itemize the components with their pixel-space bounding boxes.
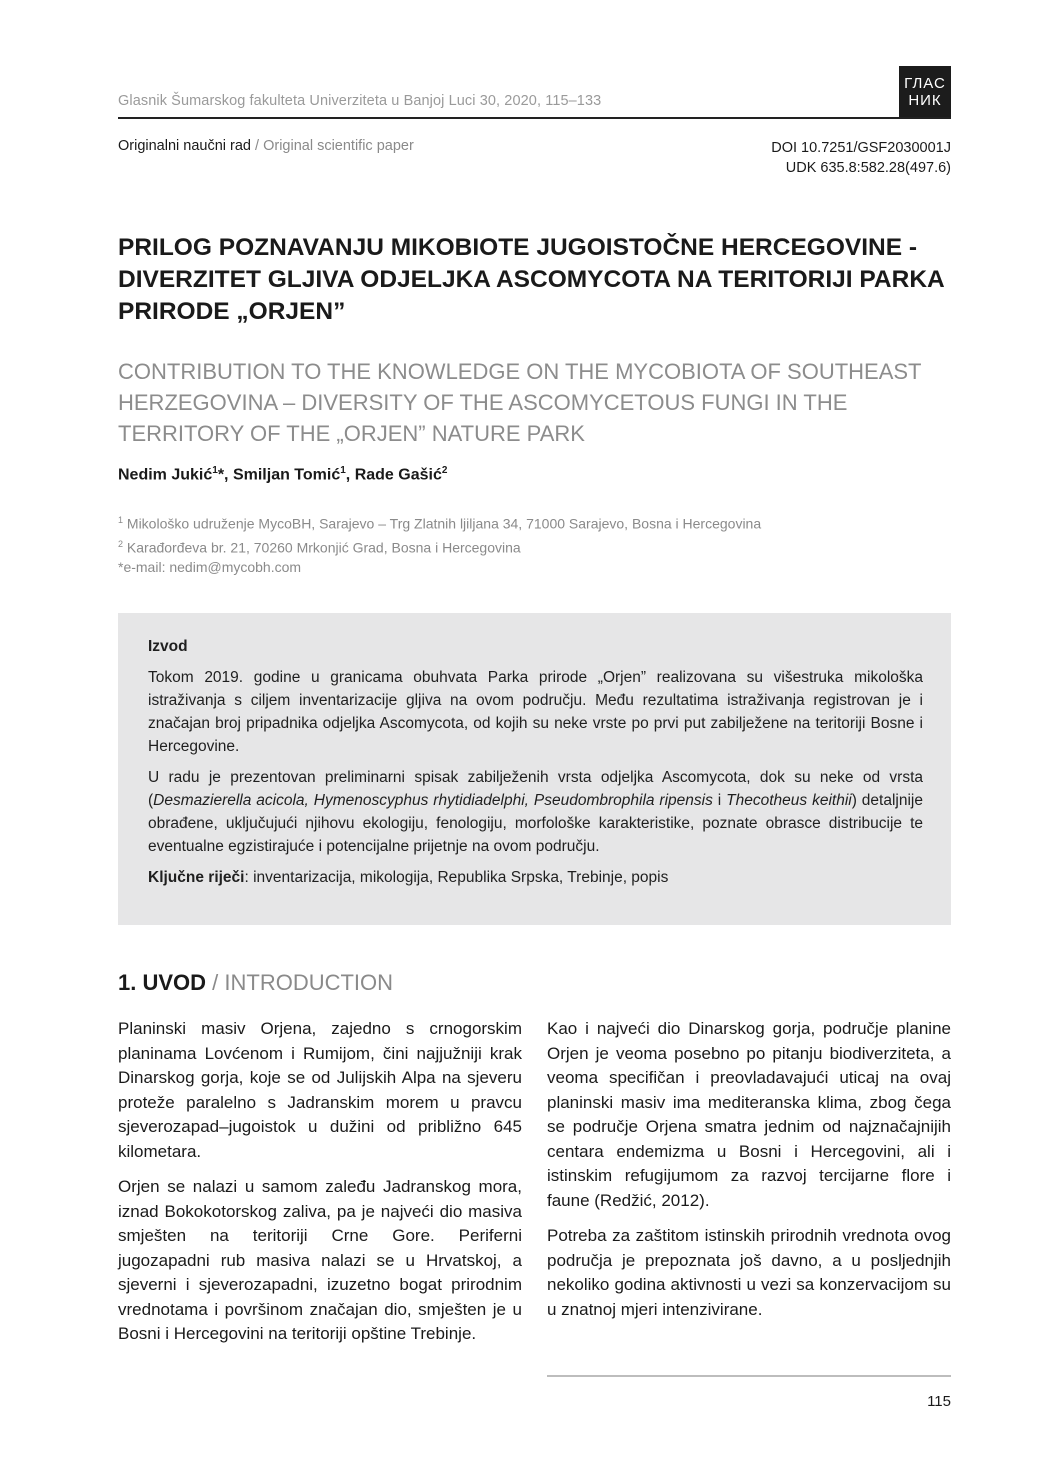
affiliation-2 [118,534,761,558]
author-separator: , [345,466,355,484]
author-affil-mark: 1 [340,465,346,476]
author-affil-mark: 1 [212,465,218,476]
contact-email: *e-mail: nedim@mycobh.com [118,559,302,576]
author-name: Smiljan Tomić [232,466,341,484]
section-separator: / [206,970,225,995]
journal-logo [899,66,951,118]
logo-text-bottom: НИК [908,92,942,109]
author-affil-mark: 2 [441,465,448,476]
affil-text: Karađorđeva br. 21, 70260 Mrkonjić Grad, Bosna i Hercegovina [123,539,521,556]
udk: UDK 635.8:582.28(497.6) [785,160,951,176]
abstract-paragraph-1: Tokom 2019. godine u granicama obuhvata Parka prirode „Orjen” realizovana su višestruka mikološka istraživanja s ciljem inventarizacije gljiva na ovom području. Među rezultatima istraživanja registrovan je i značajan broj pripadnika odjeljka Ascomycota, od kojih su neke vrste po prvi put zabilježene na teritoriji Bosne i Hercegovine. [148,669,923,755]
paper-type [118,138,414,154]
body-column-right [547,1017,951,1333]
identifiers [771,138,951,178]
page-number: 115 [927,1393,951,1410]
paper-type-separator: / [251,138,264,154]
author-name: Nedim Jukić [118,466,213,484]
author-name: Rade Gašić [354,466,442,484]
section-heading-introduction [118,970,393,996]
body-paragraph: Planinski masiv Orjena, zajedno s crnogorskim planinama Lovćenom i Rumijom, čini najjužniji krak Dinarskog gorja, koje se od Julijskih Alpa na sjeveru proteže paralelno s Jadranskim morem u pravcu sjeverozapad–jugoistok u dužini od približno 645 kilometara. [118,1019,522,1161]
abstract-text: U radu je prezentovan preliminarni spisak zabilježenih vrsta odjeljka Ascomycota, dok su neke od vrsta ( [148,769,923,809]
abstract-paragraph-2 [148,766,923,858]
author-separator: *, [217,466,233,484]
species-names: Desmazierella acicola, Hymenoscyphus rhytidiadelphi, Pseudombrophila ripensis [153,792,713,809]
affil-text: Mikološko udruženje MycoBH, Sarajevo – Trg Zlatnih ljiljana 34, 71000 Sarajevo, Bosna i Hercegovina [123,515,762,532]
author-list [118,465,447,484]
abstract-text: ) detaljnije obrađene, uključujući njihovu ekologiju, fenologiju, morfološke karakteristike, poznate obrasce distribucije te eventualne egzistirajuće i potencijalne prijetnje na ovom području. [148,792,923,855]
footer-divider [547,1375,951,1377]
species-name: Thecotheus keithii [726,792,852,809]
body-column-left [118,1017,522,1358]
paper-type-local: Originalni naučni rad [118,138,251,154]
paper-title: PRILOG POZNAVANJU MIKOBIOTE JUGOISTOČNE HERCEGOVINE - DIVERZITET GLJIVA ODJELJKA ASCOMYCOTA NA TERITORIJI PARKA PRIRODE „ORJEN” [118,234,944,325]
affiliations [118,510,761,577]
paper-title-english: CONTRIBUTION TO THE KNOWLEDGE ON THE MYCOBIOTA OF SOUTHEAST HERZEGOVINA – DIVERSITY OF THE ASCOMYCETOUS FUNGI IN THE TERRITORY OF THE „ORJEN” NATURE PARK [118,359,922,446]
keywords-list: : inventarizacija, mikologija, Republika Srpska, Trebinje, popis [244,869,669,886]
abstract-box [118,613,951,925]
paper-type-english: Original scientific paper [263,138,414,154]
keywords-label: Ključne riječi [148,869,245,886]
section-title-english: INTRODUCTION [224,970,394,995]
journal-citation: Glasnik Šumarskog fakulteta Univerziteta u Banjoj Luci 30, 2020, 115–133 [118,93,602,109]
keywords [148,866,923,889]
header-divider [118,117,951,119]
body-paragraph: Orjen se nalazi u samom zaleđu Jadranskog mora, iznad Bokokotorskog zaliva, pa je najveći dio masiva smješten na teritoriji Crne Gore. Periferni jugozapadni rub masiva nalazi se u Hrvatskoj, a sjeverni i sjeverozapadni, izuzetno bogat prirodnim vrednotama i površinom značajan dio, smješten je u Bosni i Hercegovini na teritoriji opštine Trebinje. [118,1177,522,1343]
affil-mark: 2 [118,538,124,549]
body-paragraph: Kao i najveći dio Dinarskog gorja, područje planine Orjen je veoma posebno po pitanju biodiverziteta, a veoma specifičan i preovladavajući uticaj na ovaj planinski masiv ima mediteranska klima, zbog čega se područje Orjena smatra jednim od najznačajnijih centara endemizma u Bosni i Hercegovini, ali i istinskim refugijumom za razvoj tercijarne flore i faune (Redžić, 2012). [547,1019,951,1210]
abstract-text: i [712,792,727,809]
affil-mark: 1 [118,515,124,525]
affiliation-1 [118,510,761,534]
logo-text-top: ГЛАС [904,75,946,92]
doi: DOI 10.7251/GSF2030001J [771,140,951,156]
body-paragraph: Potreba za zaštitom istinskih prirodnih vrednota ovog područja je prepoznata još davno, a u posljednjih nekoliko godina aktivnosti u vezi sa konzervacijom su u znatnoj mjeri intenzivirane. [547,1226,951,1319]
section-number: 1. UVOD [118,970,207,995]
abstract-heading: Izvod [148,638,188,655]
